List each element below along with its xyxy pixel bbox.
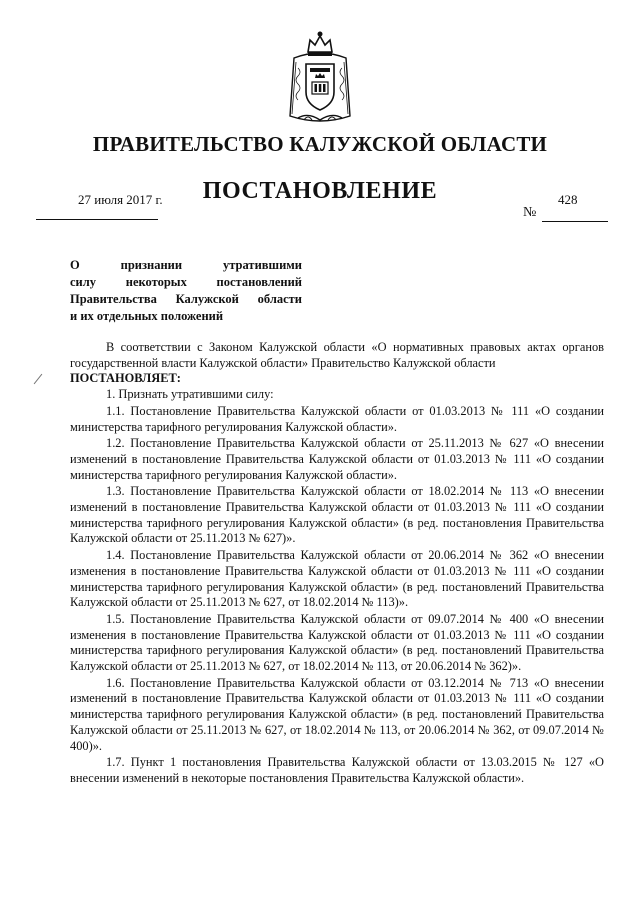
number-label: № xyxy=(523,205,537,220)
document-date: 27 июля 2017 г. xyxy=(78,192,163,207)
item-paragraph: 1.5. Постановление Правительства Калужской области от 09.07.2014 № 400 «О внесении изменения в постановление Правительства Калужской области от 01.03.2013 № 111 «О создании министерства тарифного регулирования Калужской области» (в ред. постановлений Правительства Калужской области от 25.11.2013 № 627, от 18.02.2014 № 113, от 20.06.2014 № 362)». xyxy=(70,611,604,674)
subject-line: О признании утратившими xyxy=(70,258,302,272)
subject-line: силу некоторых постановлений xyxy=(70,275,302,289)
stray-pen-mark xyxy=(32,371,44,387)
item-paragraph: 1.6. Постановление Правительства Калужской области от 03.12.2014 № 713 «О внесении изменений в постановление Правительства Калужской области от 01.03.2013 № 111 «О создании министерства тарифного регулирования Калужской области» (в ред. постановлений Правительства Калужской области от 25.11.2013 № 627, от 18.02.2014 № 113, от 20.06.2014 № 362, от 09.07.2014 № 400)». xyxy=(70,675,604,753)
item-paragraph: 1.7. Пункт 1 постановления Правительства Калужской области от 13.03.2015 № 127 «О внесении изменений в некоторые постановления Правительства Калужской области». xyxy=(70,755,604,785)
number-underline xyxy=(542,221,608,222)
item-paragraph: 1.3. Постановление Правительства Калужской области от 18.02.2014 № 113 «О внесении изменений в постановление Правительства Калужской области от 01.03.2013 № 111 «О создании министерства тарифного регулирования Калужской области» (в ред. постановления Правительства Калужской области от 25.11.2013 № 627)». xyxy=(70,484,604,546)
date-underline xyxy=(36,219,158,220)
item-paragraph: 1.1. Постановление Правительства Калужской области от 01.03.2013 № 111 «О создании министерства тарифного регулирования Калужской области». xyxy=(70,403,604,434)
subject-line: Правительства Калужской области xyxy=(70,292,302,306)
document-body xyxy=(70,340,604,787)
point-1: 1. Признать утратившими силу: xyxy=(106,387,274,402)
subject-line: и их отдельных положений xyxy=(70,309,224,323)
document-number: 428 xyxy=(558,192,578,207)
item-paragraph: 1.2. Постановление Правительства Калужской области от 25.11.2013 № 627 «О внесении изменений в постановление Правительства Калужской области от 01.03.2013 № 111 «О создании министерства тарифного регулирования Калужской области». xyxy=(70,436,604,482)
document-subject xyxy=(70,257,302,325)
item-paragraph: 1.4. Постановление Правительства Калужской области от 20.06.2014 № 362 «О внесении изменения в постановление Правительства Калужской области от 01.03.2013 № 111 «О создании министерства тарифного регулирования Калужской области» (в ред. постановлений Правительства Калужской области от 25.11.2013 № 627, от 18.02.2014 № 113)». xyxy=(70,548,604,610)
preamble-paragraph: В соответствии с Законом Калужской области «О нормативных правовых актах органов государственной власти Калужской области» Правительство Калужской области xyxy=(70,340,604,370)
resolves-heading: ПОСТАНОВЛЯЕТ: xyxy=(70,371,181,386)
government-title: ПРАВИТЕЛЬСТВО КАЛУЖСКОЙ ОБЛАСТИ xyxy=(92,132,548,156)
coat-of-arms-emblem xyxy=(284,28,356,128)
document-type: ПОСТАНОВЛЕНИЕ xyxy=(202,178,438,204)
